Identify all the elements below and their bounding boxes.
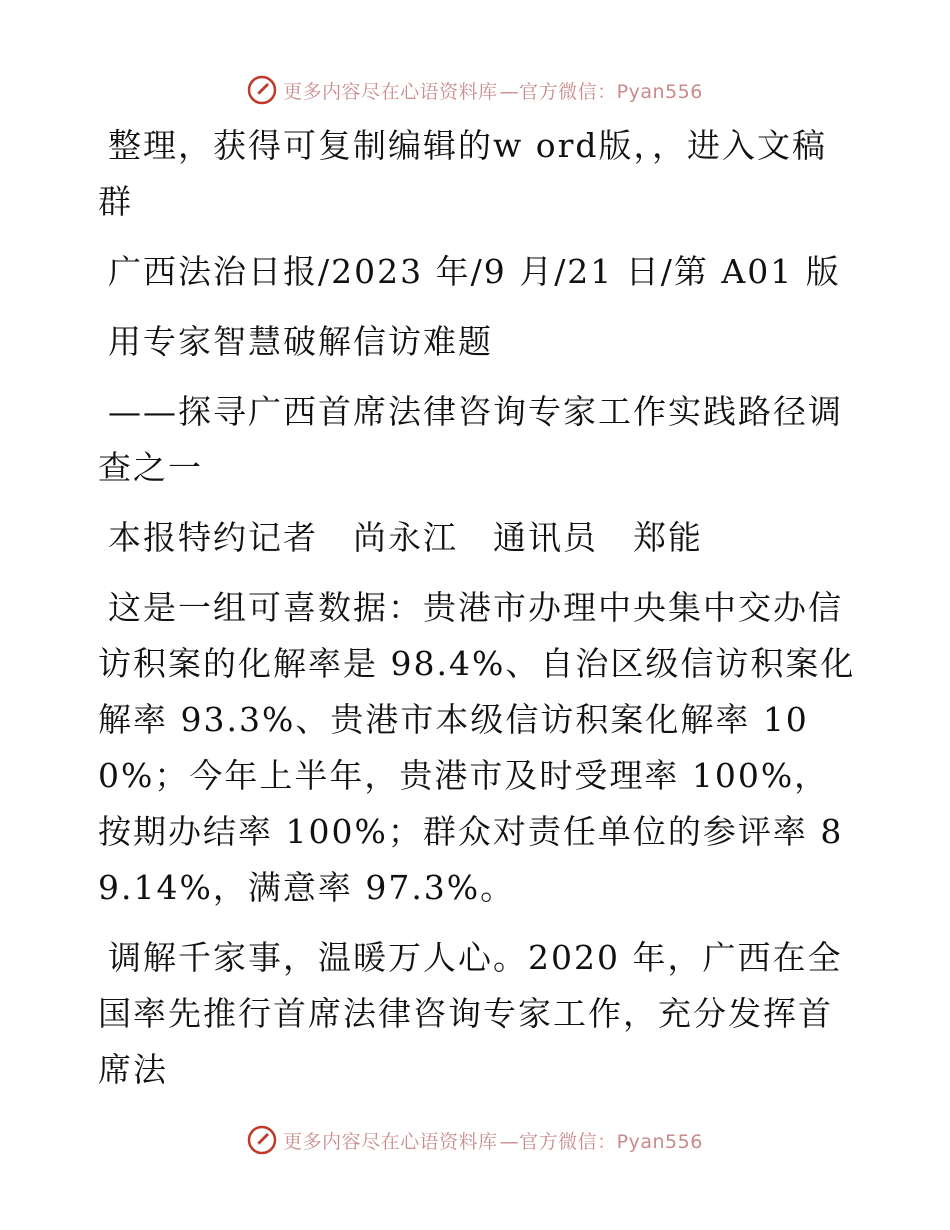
quill-logo-icon [247, 1125, 277, 1155]
intro-note: 整理，获得可复制编辑的w ord版，，进入文稿群 [98, 126, 828, 221]
body-paragraph: 调解千家事，温暖万人心。2020 年，广西在全国率先推行首席法律咨询专家工作，充分发挥首席法 [98, 938, 843, 1089]
watermark-header [0, 70, 950, 110]
watermark-brand: 更多内容尽在心语资料库 [283, 1130, 498, 1153]
source-line: 广西法治日报/2023 年/9 月/21 日/第 A01 版 [108, 252, 841, 291]
byline: 本报特约记者 尚永江 通讯员 郑能 [108, 518, 703, 557]
watermark-contact: —官方微信：Pyan556 [499, 1130, 703, 1153]
document-body [98, 118, 858, 1112]
watermark-brand: 更多内容尽在心语资料库 [283, 80, 498, 103]
watermark-contact: —官方微信：Pyan556 [499, 80, 703, 103]
body-paragraph: 这是一组可喜数据：贵港市办理中央集中交办信访积案的化解率是 98.4%、自治区级信访积案化解率 93.3%、贵港市本级信访积案化解率 100%；今年上半年，贵港市及时受理率 100%，按期办结率 100%；群众对责任单位的参评率 89.14%，满意率 97.3%。 [98, 588, 856, 907]
article-subtitle: ——探寻广西首席法律咨询专家工作实践路径调查之一 [98, 392, 843, 487]
article-title: 用专家智慧破解信访难题 [108, 322, 493, 361]
quill-logo-icon [247, 75, 277, 105]
watermark-footer [0, 1120, 950, 1160]
